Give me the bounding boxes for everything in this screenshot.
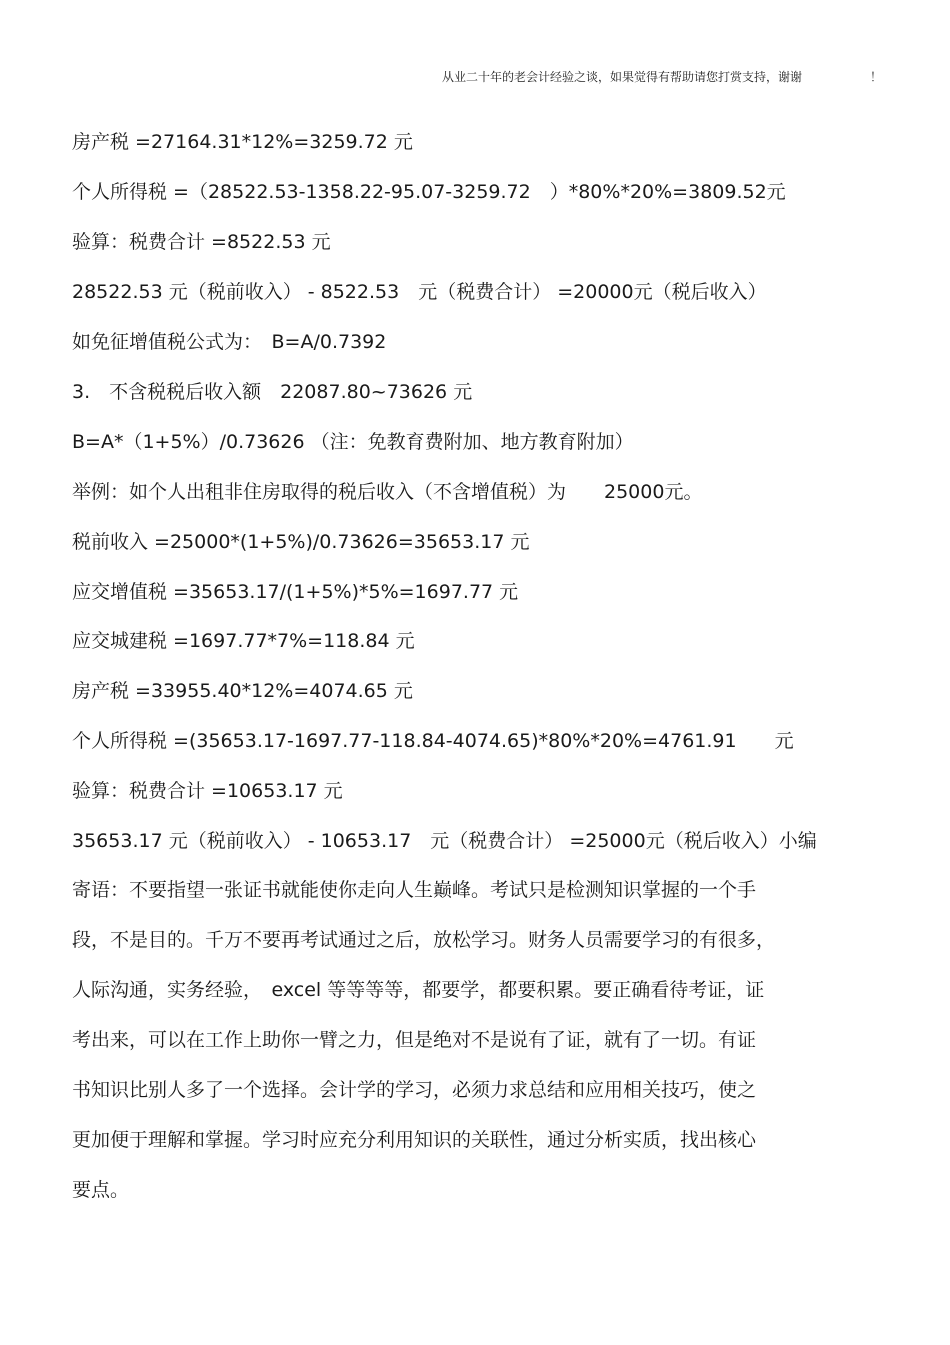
text-line: 验算：税费合计 =8522.53 元 bbox=[72, 231, 331, 253]
text-line: 房产税 =27164.31*12%=3259.72 元 bbox=[72, 131, 413, 153]
text-line: 3. 不含税税后收入额 22087.80~73626 元 bbox=[72, 381, 473, 403]
text-line: 税前收入 =25000*(1+5%)/0.73626=35653.17 元 bbox=[72, 531, 530, 553]
text-line: 如免征增值税公式为： B=A/0.7392 bbox=[72, 331, 387, 353]
text-line: 个人所得税 =(35653.17-1697.77-118.84-4074.65)*80%*20%=4761.91 元 bbox=[72, 730, 794, 752]
text-line: 应交城建税 =1697.77*7%=118.84 元 bbox=[72, 630, 415, 652]
paragraph-line: 人际沟通，实务经验， excel 等等等等，都要学，都要积累。要正确看待考证，证 bbox=[72, 979, 765, 1001]
paragraph-line: 更加便于理解和掌握。学习时应充分利用知识的关联性，通过分析实质，找出核心 bbox=[72, 1129, 757, 1151]
text-line: 35653.17 元（税前收入） - 10653.17 元（税费合计） =25000元（税后收入）小编 bbox=[72, 830, 817, 852]
text-line: 验算：税费合计 =10653.17 元 bbox=[72, 780, 343, 802]
paragraph-line: 寄语：不要指望一张证书就能使你走向人生巅峰。考试只是检测知识掌握的一个手 bbox=[72, 879, 757, 901]
paragraph-line: 书知识比别人多了一个选择。会计学的学习，必须力求总结和应用相关技巧，使之 bbox=[72, 1079, 757, 1101]
text-line: 房产税 =33955.40*12%=4074.65 元 bbox=[72, 680, 413, 702]
text-line: 应交增值税 =35653.17/(1+5%)*5%=1697.77 元 bbox=[72, 581, 519, 603]
header-exclamation: ！ bbox=[870, 70, 883, 84]
paragraph-line: 段，不是目的。千万不要再考试通过之后，放松学习。财务人员需要学习的有很多， bbox=[72, 929, 776, 951]
paragraph-line: 考出来，可以在工作上助你一臂之力，但是绝对不是说有了证，就有了一切。有证 bbox=[72, 1029, 757, 1051]
text-line: B=A*（1+5%）/0.73626 （注：免教育费附加、地方教育附加） bbox=[72, 431, 634, 453]
paragraph-line: 要点。 bbox=[72, 1179, 130, 1201]
text-line: 28522.53 元（税前收入） - 8522.53 元（税费合计） =20000元（税后收入） bbox=[72, 281, 767, 303]
text-line: 举例：如个人出租非住房取得的税后收入（不含增值税）为 25000元。 bbox=[72, 481, 703, 503]
header-note: 从业二十年的老会计经验之谈，如果觉得有帮助请您打赏支持，谢谢 bbox=[442, 70, 803, 84]
text-line: 个人所得税 =（28522.53-1358.22-95.07-3259.72 ）*80%*20%=3809.52元 bbox=[72, 181, 786, 203]
